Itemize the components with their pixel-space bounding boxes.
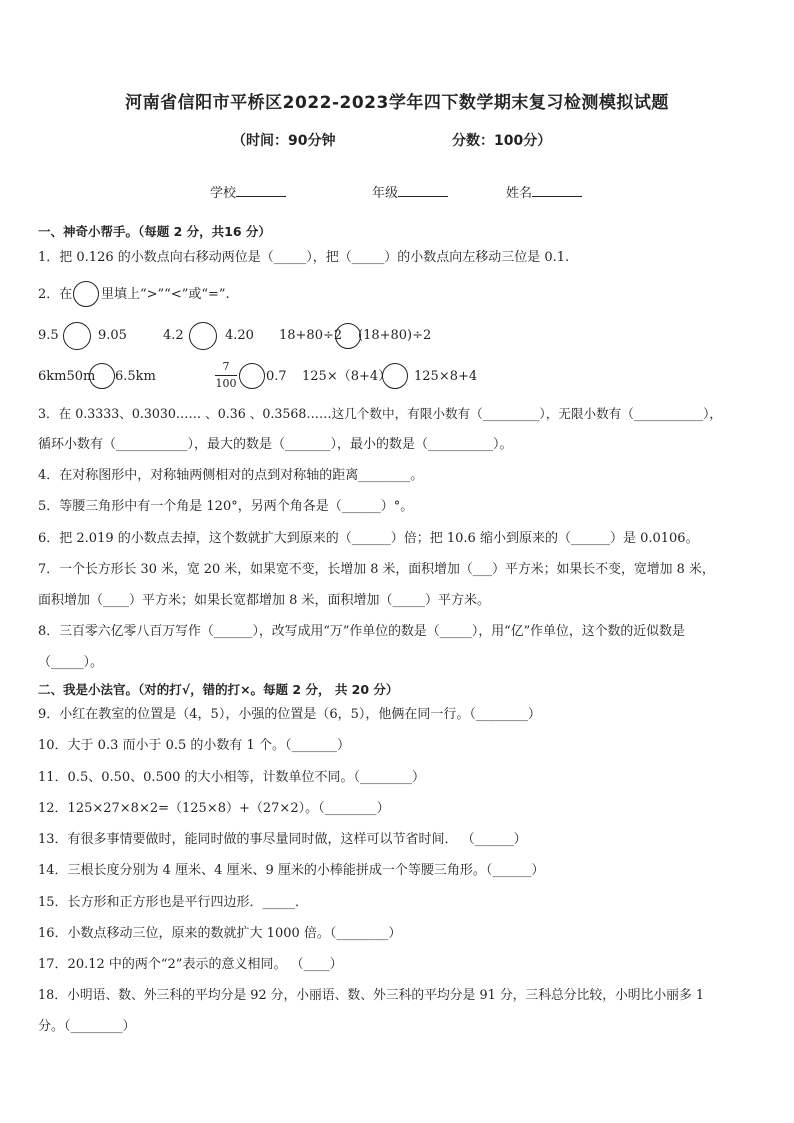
question-10: 10．大于 0.3 而小于 0.5 的小数有 1 个。（_______）	[38, 738, 350, 753]
section-1-header: 一、神奇小帮手。（每题 2 分，共16 分）	[38, 224, 271, 239]
question-9: 9．小红在教室的位置是（4，5），小强的位置是（6，5），他俩在同一行。（________）	[38, 707, 541, 722]
question-7-line-1: 7．一个长方形长 30 米，宽 20 米，如果宽不变，长增加 8 米，面积增加（___）平方米；如果长不变，宽增加 8 米，	[38, 562, 715, 577]
question-4: 4．在对称图形中，对称轴两侧相对的点到对称轴的距离________。	[38, 468, 424, 483]
compare-1b-right: 4.20	[225, 328, 254, 343]
compare-2c-right: 125×8+4	[414, 369, 478, 384]
exam-score: 分数：100分）	[452, 133, 552, 149]
compare-circle-icon	[73, 281, 99, 307]
school-blank[interactable]	[236, 183, 286, 197]
compare-1a-left: 9.5	[38, 328, 59, 343]
compare-1a-right: 9.05	[98, 328, 127, 343]
compare-1b-circle[interactable]	[189, 322, 217, 350]
grade-field[interactable]	[372, 182, 448, 201]
question-3-line-1: 3．在 0.3333、0.3030…… 、0.36 、0.3568……这几个数中，有限小数有（_________），无限小数有（___________），	[38, 406, 723, 421]
compare-2a-left: 6km50m	[38, 369, 96, 384]
question-1: 1．把 0.126 的小数点向右移动两位是（_____），把（_____）的小数点向左移动三位是 0.1.	[38, 250, 570, 265]
exam-time: （时间：90分钟	[232, 133, 336, 149]
question-13: 13．有很多事情要做时，能同时做的事尽量同时做，这样可以节省时间． （______）	[38, 832, 527, 847]
fraction-denominator: 100	[215, 377, 237, 390]
fraction-bar	[215, 375, 237, 376]
question-2-suffix: 里填上“>”“<”或“=”.	[101, 287, 230, 302]
compare-2a-circle[interactable]	[89, 363, 115, 389]
question-6: 6．把 2.019 的小数点去掉，这个数就扩大到原来的（______）倍；把 10.6 缩小到原来的（______）是 0.0106。	[38, 531, 699, 546]
question-12: 12．125×27×8×2=（125×8）+（27×2）。（________）	[38, 801, 390, 816]
school-field[interactable]	[210, 182, 286, 201]
question-14: 14．三根长度分别为 4 厘米、4 厘米、9 厘米的小棒能拼成一个等腰三角形。（______）	[38, 863, 545, 878]
name-field[interactable]	[506, 182, 582, 201]
grade-label: 年级	[372, 186, 399, 201]
question-18-line-2: 分。（________）	[38, 1019, 136, 1034]
question-3-line-2: 循环小数有（___________），最大的数是（_______），最小的数是（__________）。	[38, 437, 513, 452]
fraction-numerator: 7	[222, 360, 230, 373]
grade-blank[interactable]	[398, 183, 448, 197]
question-15: 15．长方形和正方形也是平行四边形．_____．	[38, 895, 309, 910]
name-label: 姓名	[506, 186, 533, 201]
compare-2b-circle[interactable]	[239, 363, 265, 389]
question-2-prefix: 2．在	[38, 287, 73, 302]
compare-1a-circle[interactable]	[63, 322, 91, 350]
compare-2a-right: 6.5km	[115, 369, 156, 384]
question-5: 5．等腰三角形中有一个角是 120°，另两个角各是（______）°。	[38, 499, 414, 514]
section-2-header: 二、我是小法官。（对的打√，错的打×。每题 2 分， 共 20 分）	[38, 682, 399, 697]
compare-2c-left: 125×（8+4）	[302, 369, 392, 384]
question-18-line-1: 18．小明语、数、外三科的平均分是 92 分，小丽语、数、外三科的平均分是 91 分，三科总分比较，小明比小丽多 1	[38, 988, 704, 1003]
compare-1c-left: 18+80÷2	[279, 328, 343, 343]
question-11: 11．0.5、0.50、0.500 的大小相等，计数单位不同。（________）	[38, 770, 426, 785]
question-8-line-1: 8．三百零六亿零八百万写作（______），改写成用“万”作单位的数是（_____），用“亿”作单位，这个数的近似数是	[38, 624, 685, 639]
name-blank[interactable]	[532, 183, 582, 197]
compare-1c-right: (18+80)÷2	[358, 328, 432, 343]
compare-2b-right: 0.7	[266, 369, 287, 384]
question-17: 17．20.12 中的两个“2”表示的意义相同。 （____）	[38, 957, 343, 972]
school-label: 学校	[210, 186, 237, 201]
page-title: 河南省信阳市平桥区2022-2023学年四下数学期末复习检测模拟试题	[125, 93, 669, 113]
compare-2c-circle[interactable]	[382, 363, 408, 389]
question-7-line-2: 面积增加（____）平方米；如果长宽都增加 8 米，面积增加（_____）平方米。	[38, 593, 491, 608]
question-16: 16．小数点移动三位，原来的数就扩大 1000 倍。（________）	[38, 926, 402, 941]
compare-1b-left: 4.2	[163, 328, 184, 343]
question-8-line-2: （_____）。	[38, 655, 104, 670]
